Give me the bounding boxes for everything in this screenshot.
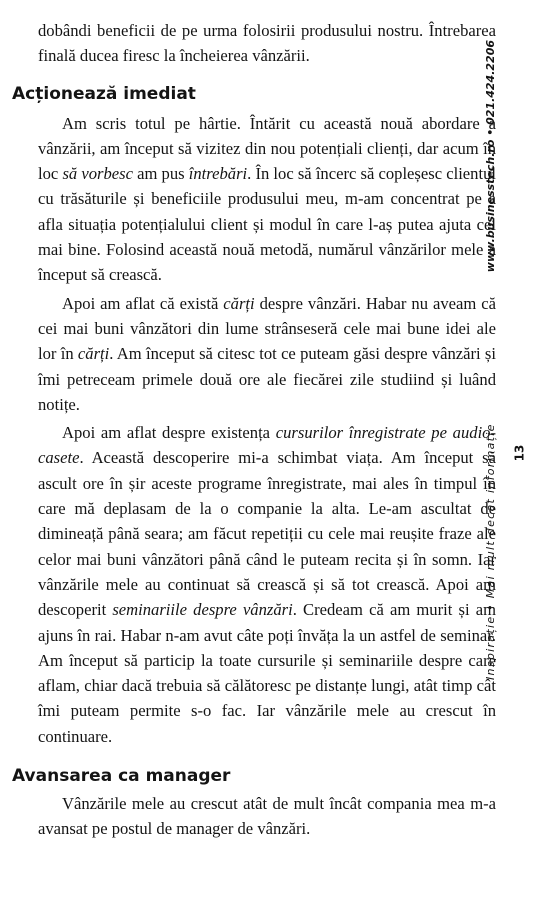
paragraph-2: [12, 291, 502, 417]
paragraph-4: [12, 791, 502, 842]
vertical-sidebar: [478, 40, 506, 680]
sidebar-contact: www.businesstech.ro • 021.424.2206: [484, 40, 497, 273]
paragraph-1: [12, 111, 502, 288]
sidebar-tagline: Inspirație • Mai mult decât informație: [484, 423, 497, 680]
emphasis: cărți: [223, 293, 255, 313]
intro-paragraph: dobândi beneficii de pe urma folosirii produsului nostru. Întrebarea finală ducea firesc la încheierea vânzării.: [38, 21, 496, 66]
paragraph-3: [12, 420, 502, 749]
text-run: Apoi am aflat că există: [62, 293, 224, 313]
text-run: Vânzările mele au crescut atât de mult încât compania mea m-a avansat pe postul de manager de vânzări.: [38, 794, 496, 839]
text-run: Apoi am aflat despre existența: [62, 423, 276, 443]
text-run: despre vânzări. Habar nu aveam că cei mai buni vânzători din lume strânseseră cele mai bune idei ale lor în: [38, 293, 496, 364]
emphasis: seminariile despre vânzări: [112, 600, 293, 620]
text-run: Am scris totul pe hârtie. Întărit cu această nouă abordare a vânzării, am început să vizitez din nou potențiali clienți, dar acum în loc: [38, 113, 496, 184]
text-run: . Credeam că am murit și am ajuns în rai. Habar n-am avut câte poți învăța la un astfel de seminar. Am început să particip la toate cursurile și seminariile despre care aflam, chiar dacă trebuia să călătoresc pe distanțe lungi, atât timp cât îmi puteam permite s-o fac. Iar vânzările mele au crescut în continuare.: [38, 600, 496, 746]
text-run: . În loc să încerc să copleșesc clientul cu trăsăturile și beneficiile produsului meu, m-am concentrat pe a afla situația potențialului client și modul în care l-aș putea ajuta cel mai bine. Folosind această nouă metodă, numărul vânzărilor mele a început să crească.: [38, 164, 496, 285]
emphasis: să vorbesc: [62, 164, 133, 184]
text-column: [12, 18, 502, 842]
text-run: . Am început să citesc tot ce puteam găsi despre vânzări și îmi petreceam primele două ore ale fiecărei zile studiind și luând notițe.: [38, 344, 496, 414]
text-run: . Această descoperire mi-a schimbat viața. Am început să ascult ore în șir aceste programe înregistrate, mai ales în timpul în care mă deplasam de la o companie la alta. Le-am ascultat de dimineață până seara; am făcut repetiții cu cele mai reușite fraze ale celor mai buni vânzători până când le puteam recita și în somn. Iar vânzările mele au continuat să crească și să tot crească. Apoi am descoperit: [38, 448, 496, 620]
section-heading-avansarea: Avansarea ca manager: [12, 766, 231, 787]
section-heading-actioneaza: Acționează imediat: [12, 83, 196, 104]
text-run: am pus: [132, 164, 189, 184]
emphasis: întrebări: [188, 164, 248, 184]
emphasis: cursurilor înregistrate pe audio-casete: [38, 423, 496, 468]
emphasis: cărți: [77, 344, 110, 364]
page-number: 13: [512, 444, 527, 462]
